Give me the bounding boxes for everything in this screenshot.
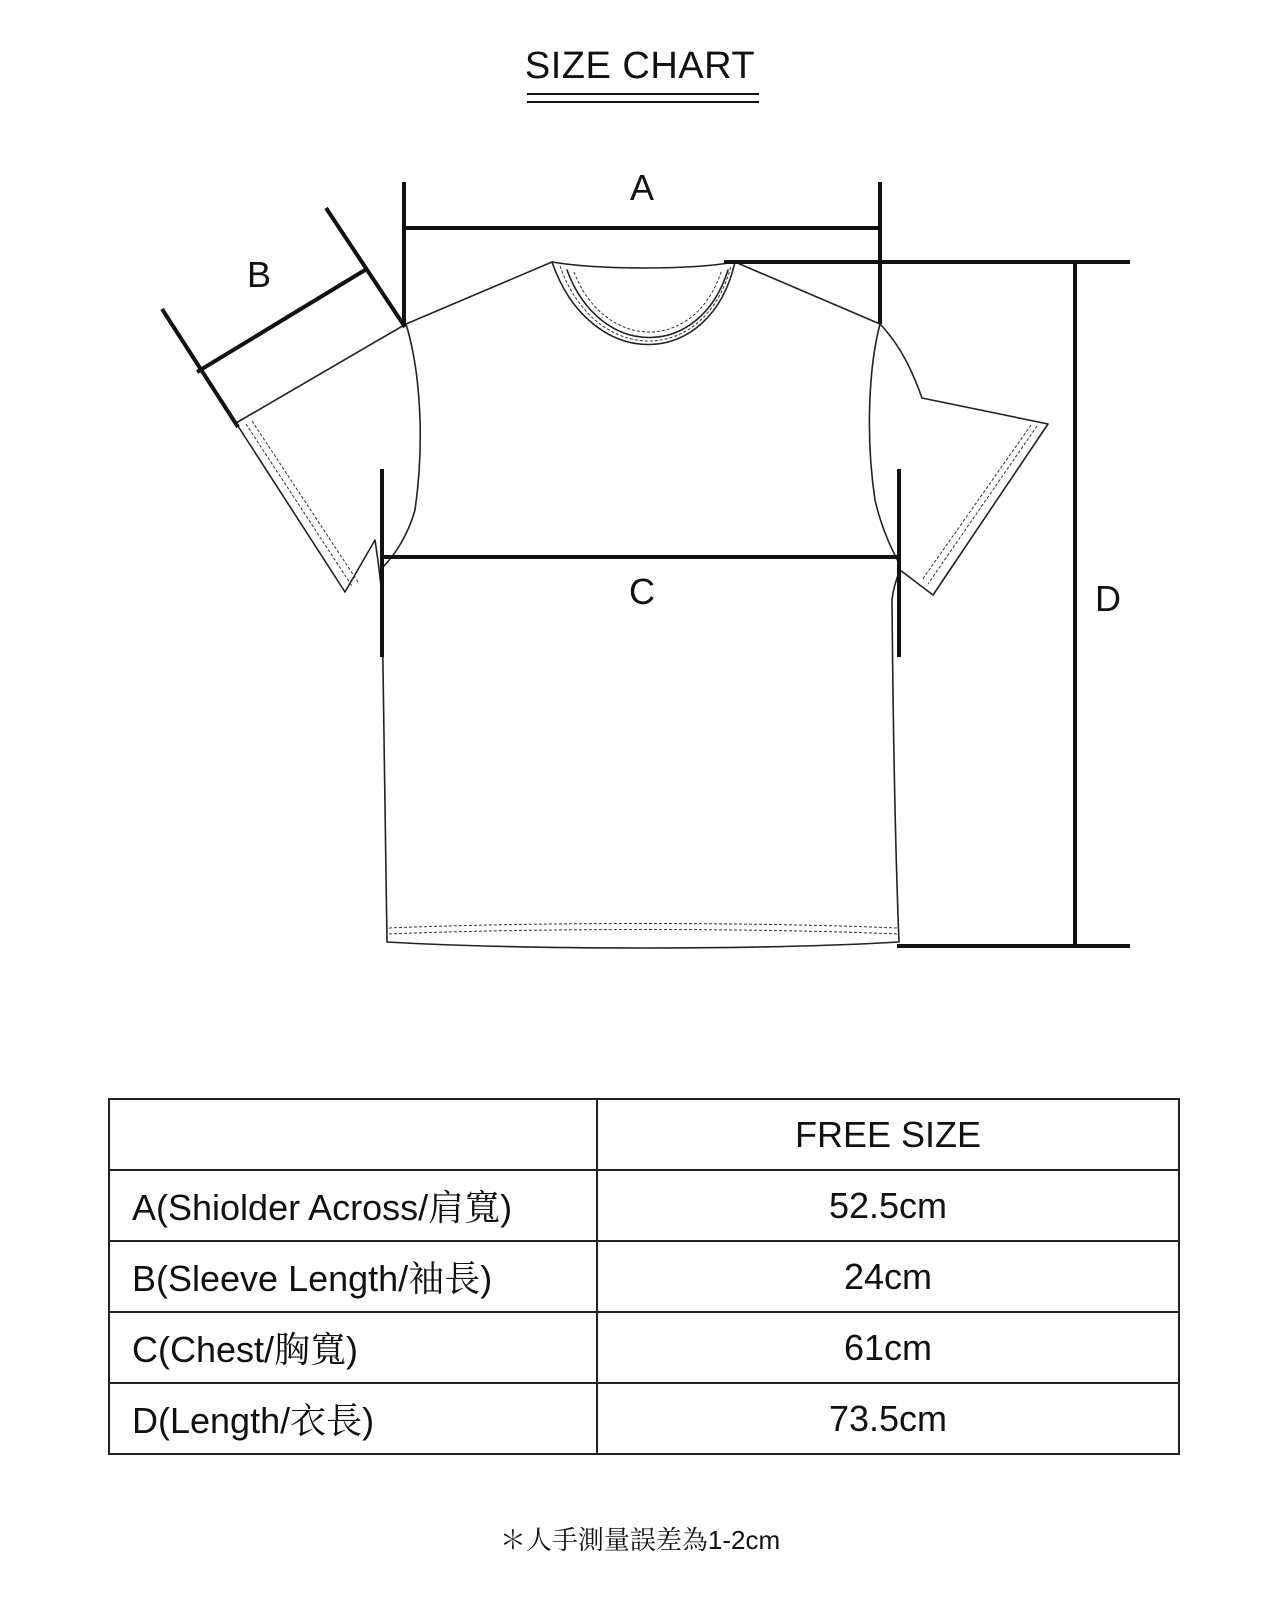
hem-stitch-b — [389, 930, 897, 935]
table-header-row — [109, 1099, 1179, 1170]
measurement-lines — [162, 182, 1130, 946]
collar-stitch-a — [574, 272, 721, 332]
page-title: SIZE CHART — [524, 45, 756, 87]
sleeve-right-stitch-a — [928, 426, 1037, 584]
row-label-length: D(Length/衣長) — [109, 1383, 597, 1454]
sleeve-right-stitch-b — [922, 425, 1031, 580]
hem-stitch-a — [389, 924, 897, 929]
measure-b-tick-top — [326, 208, 405, 327]
armhole-right-seam — [869, 324, 900, 565]
row-value-length: 73.5cm — [597, 1383, 1179, 1454]
table-row — [109, 1312, 1179, 1383]
row-label-sleeve: B(Sleeve Length/袖長) — [109, 1241, 597, 1312]
dimension-label-b: B — [246, 254, 271, 295]
collar-inner — [567, 270, 728, 338]
measurement-footnote: ＊人手測量誤差為1-2cm — [499, 1525, 781, 1555]
table-header-size: FREE SIZE — [597, 1099, 1179, 1170]
sleeve-left-stitch-a — [246, 424, 352, 586]
size-table — [108, 1098, 1180, 1455]
sleeve-left-stitch-b — [252, 421, 358, 582]
measure-b-tick-bottom — [162, 309, 238, 427]
row-label-shoulder: A(Shiolder Across/肩寬) — [109, 1170, 597, 1241]
armhole-left-seam — [382, 324, 420, 568]
row-value-chest: 61cm — [597, 1312, 1179, 1383]
dimension-label-a: A — [629, 167, 654, 208]
row-label-chest: C(Chest/胸寬) — [109, 1312, 597, 1383]
row-value-shoulder: 52.5cm — [597, 1170, 1179, 1241]
row-value-sleeve: 24cm — [597, 1241, 1179, 1312]
table-row — [109, 1383, 1179, 1454]
table-row — [109, 1241, 1179, 1312]
table-header-empty-cell — [109, 1099, 597, 1170]
dimension-label-c: C — [629, 571, 655, 612]
table-row — [109, 1170, 1179, 1241]
dimension-label-d: D — [1095, 578, 1121, 619]
